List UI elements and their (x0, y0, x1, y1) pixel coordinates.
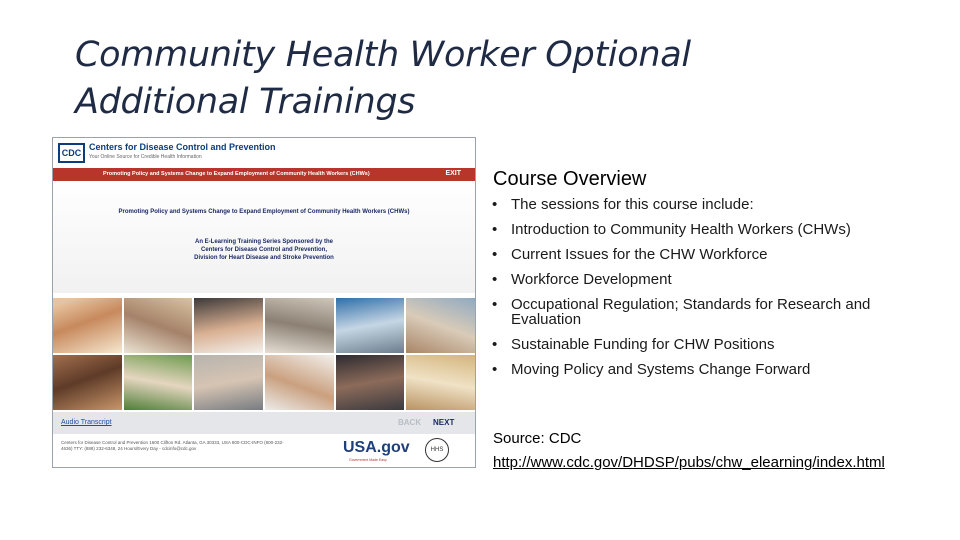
sponsor-line-1: An E-Learning Training Series Sponsored by the (194, 239, 334, 245)
list-item: • The sessions for this course include: (492, 197, 892, 212)
list-item: • Workforce Development (492, 272, 892, 287)
slide-title-line-1: Community Health Worker Optional (75, 35, 691, 75)
course-screenshot (52, 137, 476, 468)
exit-button[interactable]: EXIT (445, 170, 461, 177)
screenshot-nav-bar (53, 412, 475, 434)
screenshot-banner (53, 168, 475, 181)
screenshot-footer (53, 434, 475, 467)
banner-title: Promoting Policy and Systems Change to Expand Employment of Community Health Workers (CHWs) (103, 171, 370, 177)
course-overview-heading: Course Overview (493, 168, 647, 190)
cdc-org-name: Centers for Disease Control and Prevention (89, 142, 276, 152)
sponsor-line-3: Division for Heart Disease and Stroke Prevention (194, 255, 334, 261)
cdc-logo: CDC (58, 143, 85, 163)
sponsor-line-2: Centers for Disease Control and Prevention, (200, 247, 328, 253)
source-label: Source: CDC (493, 430, 582, 447)
screenshot-sponsor (53, 238, 475, 262)
slide-title (75, 32, 775, 126)
collage-photo (265, 355, 334, 410)
list-item: • Sustainable Funding for CHW Positions (492, 337, 892, 352)
collage-photo (124, 298, 193, 353)
source-link[interactable]: http://www.cdc.gov/DHDSP/pubs/chw_elearning/index.html (493, 454, 885, 471)
usagov-tagline: Government Made Easy (349, 458, 387, 462)
collage-photo (124, 355, 193, 410)
collage-photo (406, 298, 475, 353)
cdc-tagline: Your Online Source for Credible Health Information (89, 154, 202, 160)
slide-title-line-2: Additional Trainings (75, 82, 416, 122)
next-button[interactable]: NEXT (433, 418, 455, 427)
collage-photo (53, 298, 122, 353)
list-item: • Current Issues for the CHW Workforce (492, 247, 892, 262)
screenshot-body (53, 181, 475, 293)
usagov-logo[interactable]: USA.gov (343, 439, 410, 456)
collage-photo (406, 355, 475, 410)
list-item: • Introduction to Community Health Workers (CHWs) (492, 222, 892, 237)
hhs-logo[interactable]: HHS (425, 438, 449, 462)
collage-photo (53, 355, 122, 410)
collage-photo (336, 298, 405, 353)
collage-photo (265, 298, 334, 353)
back-button[interactable]: BACK (398, 418, 422, 427)
list-item: • Occupational Regulation; Standards for Research and Evaluation (492, 297, 892, 327)
collage-photo (336, 355, 405, 410)
collage-photo (194, 298, 263, 353)
course-sessions-list (492, 197, 892, 387)
audio-transcript-link[interactable]: Audio Transcript (61, 419, 112, 426)
photo-collage (53, 298, 475, 410)
list-item: • Moving Policy and Systems Change Forward (492, 362, 892, 377)
screenshot-header (53, 138, 475, 168)
footer-contact-text: Centers for Disease Control and Prevention 1600 Clifton Rd. Atlanta, GA 30333, USA 800-CDC-INFO (800-232-4636) TTY: (888) 232-6348, 24 Hours/Every Day - cdcinfo@cdc.gov (61, 440, 284, 451)
collage-photo (194, 355, 263, 410)
screenshot-course-title: Promoting Policy and Systems Change to Expand Employment of Community Health Workers (CHWs) (118, 209, 410, 215)
